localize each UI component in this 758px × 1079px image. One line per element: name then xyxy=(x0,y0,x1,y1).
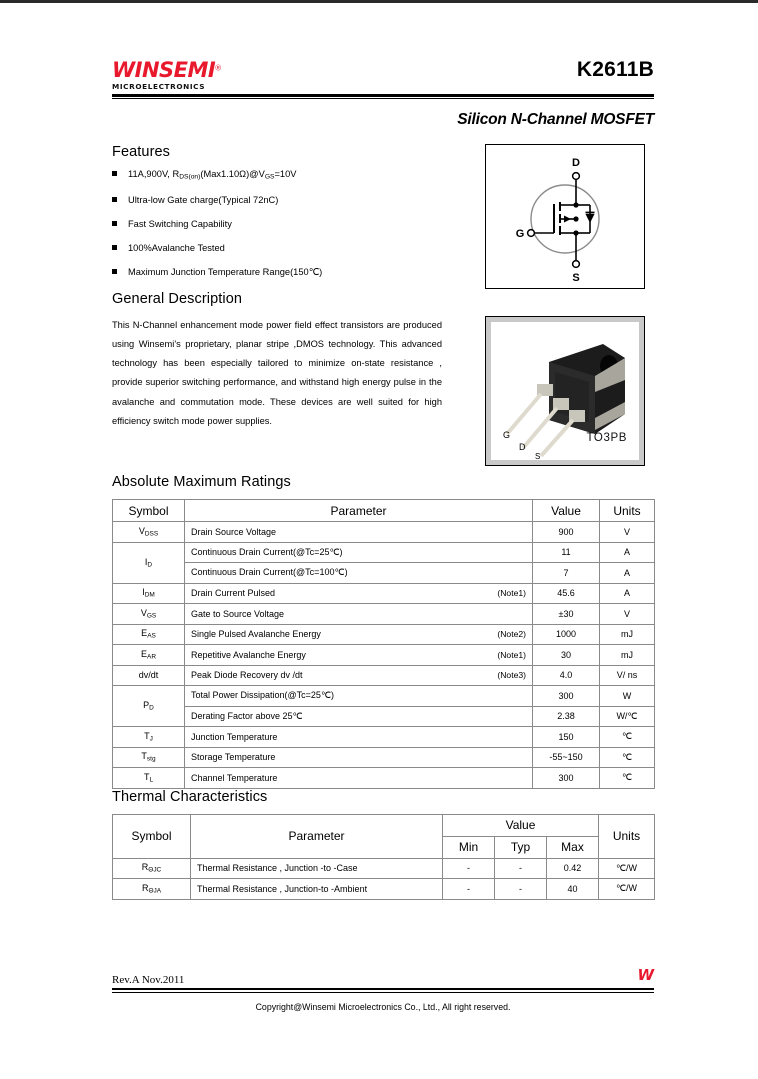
bullet-icon xyxy=(112,269,117,274)
company-logo xyxy=(112,60,221,90)
thermal-characteristics-title: Thermal Characteristics xyxy=(112,788,268,805)
row-symbol: $R_{\Theta JA}$ xyxy=(113,879,191,900)
row-min: - xyxy=(443,879,495,900)
logo-w-glyph: W xyxy=(112,58,135,82)
feature-text: Fast Switching Capability xyxy=(128,218,232,229)
footer-top-row xyxy=(112,966,654,987)
row-parameter: Junction Temperature xyxy=(185,727,533,748)
page-content xyxy=(112,58,654,900)
row-value: 45.6 xyxy=(533,583,600,604)
header-rule-thin xyxy=(112,98,654,99)
row-note: (Note1) xyxy=(497,588,526,599)
row-typ: - xyxy=(495,858,547,879)
footer-rule-thin xyxy=(112,992,654,993)
row-parameter: Drain Source Voltage xyxy=(185,522,533,543)
table-header-row xyxy=(113,500,655,522)
absolute-maximum-ratings-table xyxy=(112,499,655,789)
row-note: (Note1) xyxy=(497,649,526,660)
row-parameter: Gate to Source Voltage xyxy=(185,604,533,625)
logo-word-text: INSEMI xyxy=(134,58,216,82)
list-item xyxy=(112,243,442,254)
drain-label: D xyxy=(572,157,580,169)
ratings-table-body xyxy=(113,522,655,789)
row-units: mJ xyxy=(600,645,655,666)
row-symbol: $I_D$ xyxy=(113,542,185,583)
table-row xyxy=(113,583,655,604)
bullet-icon xyxy=(112,221,117,226)
package-photo xyxy=(491,322,639,460)
pin-label-g: G xyxy=(503,430,511,440)
row-parameter: Total Power Dissipation(@Tc=25℃) xyxy=(185,686,533,707)
mosfet-symbol-icon xyxy=(486,145,644,288)
row-parameter: Thermal Resistance , Junction -to -Case xyxy=(191,858,443,879)
column-header-units: Units xyxy=(600,500,655,522)
table-row xyxy=(113,768,655,789)
row-units: V xyxy=(600,522,655,543)
row-units: A xyxy=(600,542,655,563)
row-symbol: $R_{\Theta JC}$ xyxy=(113,858,191,879)
row-units: V xyxy=(600,604,655,625)
feature-text: 11A,900V, $R_{DS(on)}(Max1.10\Omega)@V_{GS}=10V$ xyxy=(128,169,297,181)
row-units: A xyxy=(600,563,655,584)
row-value: 30 xyxy=(533,645,600,666)
row-units: A xyxy=(600,583,655,604)
pin-label-s: S xyxy=(535,452,541,460)
right-column xyxy=(485,144,645,466)
logo-subtitle: MICROELECTRONICS xyxy=(112,82,206,91)
page-top-edge xyxy=(0,0,758,3)
source-label: S xyxy=(572,272,580,284)
row-parameter: Continuous Drain Current(@Tc=100℃) xyxy=(185,563,533,584)
row-max: 0.42 xyxy=(547,858,599,879)
table-row xyxy=(113,858,655,879)
table-row xyxy=(113,727,655,748)
list-item xyxy=(112,169,442,182)
device-subtitle: Silicon N-Channel MOSFET xyxy=(457,111,654,128)
row-units: W/℃ xyxy=(600,706,655,727)
pin-label-d: D xyxy=(519,442,526,452)
row-units: ℃ xyxy=(600,747,655,768)
row-symbol: $V_{GS}$ xyxy=(113,604,185,625)
row-units: ℃/W xyxy=(599,879,655,900)
table-row xyxy=(113,522,655,543)
row-parameter: Repetitive Avalanche Energy (Note1) xyxy=(185,645,533,666)
table-row xyxy=(113,879,655,900)
row-symbol: $T_L$ xyxy=(113,768,185,789)
row-parameter: Channel Temperature xyxy=(185,768,533,789)
upper-section xyxy=(112,144,654,474)
bullet-icon xyxy=(112,197,117,202)
absolute-maximum-ratings-title: Absolute Maximum Ratings xyxy=(112,474,291,490)
feature-text: Maximum Junction Temperature Range(150℃) xyxy=(128,267,323,278)
row-symbol: $E_{AS}$ xyxy=(113,624,185,645)
row-symbol: $V_{DSS}$ xyxy=(113,522,185,543)
table-header-row xyxy=(113,814,655,836)
column-header-units: Units xyxy=(599,814,655,858)
row-symbol: $T_J$ xyxy=(113,727,185,748)
row-parameter: Peak Diode Recovery dv /dt (Note3) xyxy=(185,665,533,686)
gate-label: G xyxy=(515,228,525,240)
page-header xyxy=(112,58,654,98)
row-parameter: Storage Temperature xyxy=(185,747,533,768)
column-header-value: Value xyxy=(443,814,599,836)
bullet-icon xyxy=(112,245,117,250)
package-type-label: TO3PB xyxy=(586,432,627,444)
row-value: 11 xyxy=(533,542,600,563)
column-header-symbol: Symbol xyxy=(113,500,185,522)
row-parameter: Drain Current Pulsed (Note1) xyxy=(185,583,533,604)
column-header-symbol: Symbol xyxy=(113,814,191,858)
row-max: 40 xyxy=(547,879,599,900)
table-row xyxy=(113,686,655,707)
row-value: 7 xyxy=(533,563,600,584)
revision-label: Rev.A Nov.2011 xyxy=(112,974,185,986)
row-units: ℃/W xyxy=(599,858,655,879)
table-row xyxy=(113,624,655,645)
list-item xyxy=(112,267,442,278)
thermal-characteristics-table xyxy=(112,814,655,900)
row-note: (Note3) xyxy=(497,670,526,681)
row-units: ℃ xyxy=(600,768,655,789)
row-value: 1000 xyxy=(533,624,600,645)
registered-trademark-icon: ® xyxy=(215,63,222,73)
page-footer xyxy=(112,966,654,1012)
column-header-min: Min xyxy=(443,836,495,858)
features-list xyxy=(112,169,442,278)
left-column xyxy=(112,144,442,431)
logo-wordmark xyxy=(112,60,221,82)
row-symbol: dv/dt xyxy=(113,665,185,686)
row-value: 2.38 xyxy=(533,706,600,727)
row-typ: - xyxy=(495,879,547,900)
row-symbol: $I_{DM}$ xyxy=(113,583,185,604)
list-item xyxy=(112,195,442,206)
row-parameter: Continuous Drain Current(@Tc=25℃) xyxy=(185,542,533,563)
row-symbol: $E_{AR}$ xyxy=(113,645,185,666)
column-header-typ: Typ xyxy=(495,836,547,858)
general-description-title: General Description xyxy=(112,291,243,308)
thermal-table-body xyxy=(113,858,655,899)
footer-rule-thick xyxy=(112,988,654,990)
row-units: mJ xyxy=(600,624,655,645)
table-row xyxy=(113,563,655,584)
package-figure xyxy=(485,316,645,466)
column-header-value: Value xyxy=(533,500,600,522)
row-symbol: $T_{stg}$ xyxy=(113,747,185,768)
row-value: 300 xyxy=(533,768,600,789)
row-value: -55~150 xyxy=(533,747,600,768)
bullet-icon xyxy=(112,171,117,176)
table-row xyxy=(113,604,655,625)
row-parameter: Single Pulsed Avalanche Energy (Note2) xyxy=(185,624,533,645)
table-row xyxy=(113,706,655,727)
column-header-max: Max xyxy=(547,836,599,858)
header-rule-thick xyxy=(112,94,654,97)
feature-text: 100%Avalanche Tested xyxy=(128,243,225,254)
row-value: 900 xyxy=(533,522,600,543)
row-value: 4.0 xyxy=(533,665,600,686)
row-units: ℃ xyxy=(600,727,655,748)
row-parameter: Derating Factor above 25℃ xyxy=(185,706,533,727)
row-units: W xyxy=(600,686,655,707)
list-item xyxy=(112,219,442,230)
row-units: V/ ns xyxy=(600,665,655,686)
copyright-notice: Copyright@Winsemi Microelectronics Co., Ltd., All right reserved. xyxy=(255,1002,511,1012)
row-symbol: $P_D$ xyxy=(113,686,185,727)
table-row xyxy=(113,645,655,666)
table-row xyxy=(113,542,655,563)
row-value: ±30 xyxy=(533,604,600,625)
row-note: (Note2) xyxy=(497,629,526,640)
row-min: - xyxy=(443,858,495,879)
footer-logo-mark: W xyxy=(637,966,654,984)
table-row xyxy=(113,747,655,768)
table-row xyxy=(113,665,655,686)
row-value: 300 xyxy=(533,686,600,707)
row-parameter: Thermal Resistance , Junction-to -Ambient xyxy=(191,879,443,900)
column-header-parameter: Parameter xyxy=(185,500,533,522)
row-value: 150 xyxy=(533,727,600,748)
features-title: Features xyxy=(112,144,171,160)
general-description-body: This N-Channel enhancement mode power field effect transistors are produced using Winsemi's proprietary, planar stripe ,DMOS technology. This advanced technology has been especially tailored to minimize on-state resistance , provide superior switching performance, and withstand high energy pulse in the avalanche and commutation mode. These devices are well suited for high efficiency switch mode power supplies. xyxy=(112,320,442,426)
column-header-parameter: Parameter xyxy=(191,814,443,858)
part-number: K2611B xyxy=(576,58,654,81)
mosfet-symbol-figure xyxy=(485,144,645,289)
feature-text: Ultra-low Gate charge(Typical 72nC) xyxy=(128,194,279,205)
